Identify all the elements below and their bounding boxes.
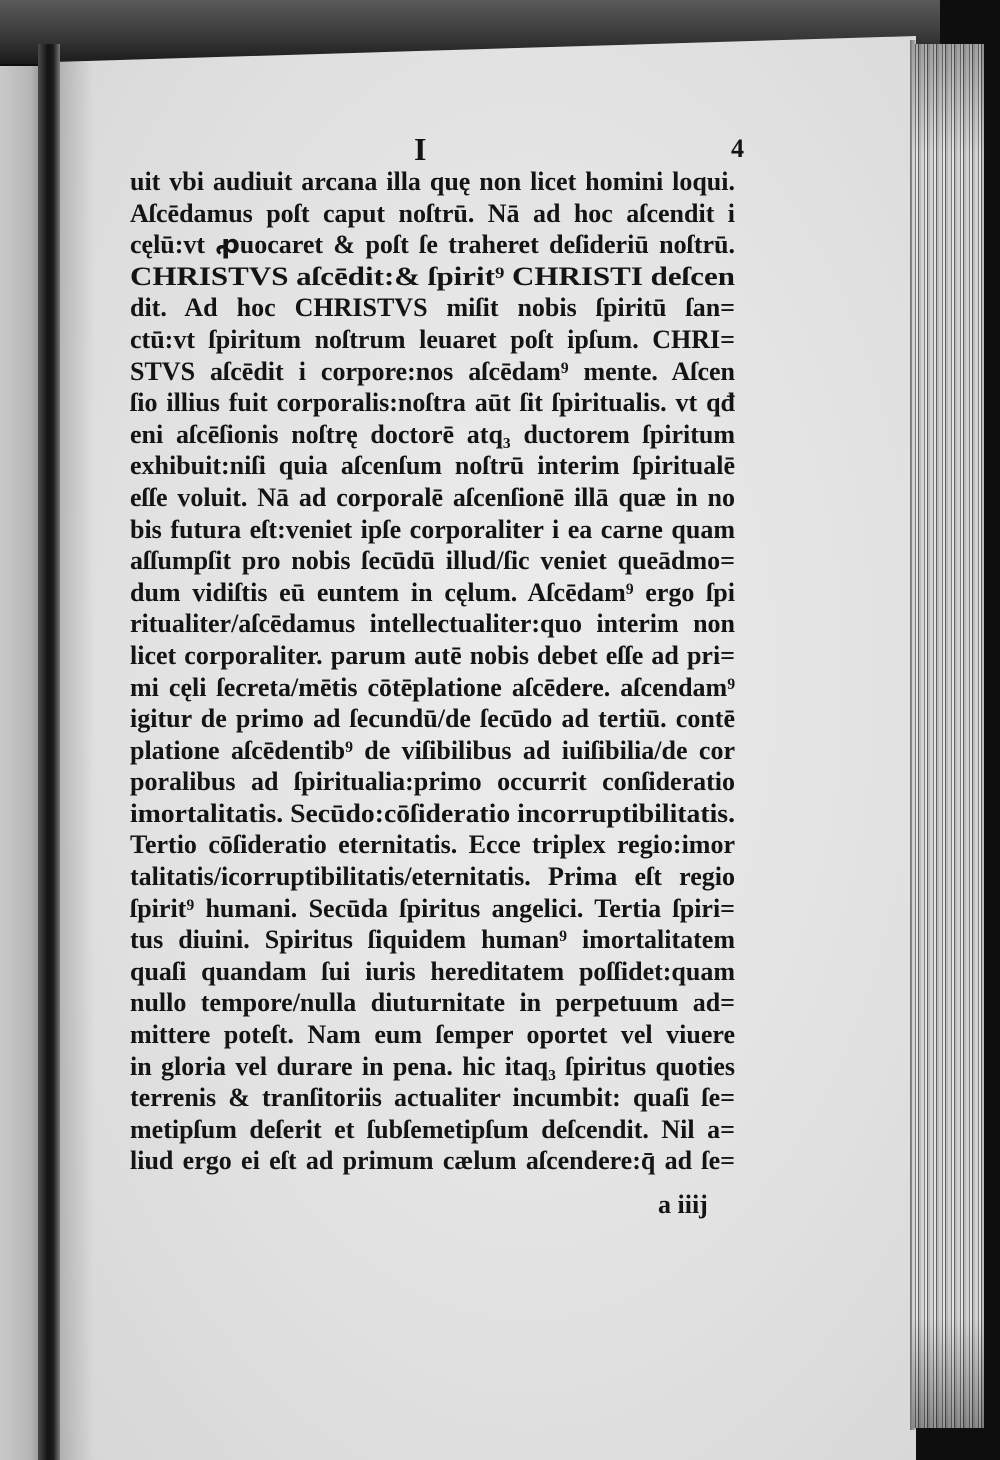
text-line — [130, 766, 740, 798]
text-line — [130, 735, 740, 767]
text-line-content: mi cęli ſecreta/mētis cōtēplatione aſcēdere. aſcendam⁹ — [130, 672, 735, 702]
book-gutter — [38, 44, 60, 1460]
text-line-content: talitatis/icorruptibilitatis/eternitatis. Prima eſt regio — [130, 862, 735, 892]
text-line — [130, 261, 740, 293]
text-line-content: metipſum deſerit et ſubſemetipſum deſcendit. Nil a= — [130, 1114, 735, 1144]
text-line — [130, 1082, 740, 1114]
text-line — [130, 514, 740, 546]
text-line-content: licet corporaliter. parum autē nobis debet eſſe ad pri= — [130, 640, 735, 670]
signature-mark: a iiij — [658, 1190, 708, 1219]
text-line-content: terrenis & tranſitoriis actualiter incumbit: quaſi ſe= — [130, 1083, 735, 1113]
text-line-content: cęlū:vt ꝓuocaret & poſt ſe traheret deſideriū noſtrū. — [130, 230, 735, 260]
text-line — [130, 861, 740, 893]
stacked-page-edges — [912, 44, 984, 1428]
text-line — [130, 987, 740, 1019]
text-line — [130, 1145, 740, 1177]
text-line — [130, 924, 740, 956]
text-line-content: igitur de primo ad ſecundū/de ſecūdo ad tertiū. contē — [130, 704, 735, 734]
text-line — [130, 1051, 740, 1083]
text-line-content: Aſcēdamus poſt caput noſtrū. Nā ad hoc aſcendit i — [130, 198, 735, 228]
text-line-content: poralibus ad ſpiritualia:primo occurrit conſideratio — [130, 767, 735, 797]
text-line — [130, 1114, 740, 1146]
text-line — [130, 893, 740, 925]
text-line-content: STVS aſcēdit i corpore:nos aſcēdam⁹ mente. Aſcen — [130, 356, 735, 386]
text-line — [130, 829, 740, 861]
page-gutter-shadow — [54, 36, 94, 1460]
text-line-content: Tertio cōſideratio eternitatis. Ecce triplex regio:imor — [130, 830, 735, 860]
folio-number: 4 — [731, 134, 744, 163]
text-line — [130, 324, 740, 356]
text-line-content: in gloria vel durare in pena. hic itaq₃ ſpiritus quoties — [130, 1051, 735, 1081]
text-line-content: eſſe voluit. Nā ad corporalē aſcenſionē illā quæ in no — [130, 482, 735, 512]
text-line — [130, 450, 740, 482]
text-line-content: platione aſcēdentib⁹ de viſibilibus ad iuiſibilia/de cor — [130, 735, 735, 765]
text-line — [130, 956, 740, 988]
text-line — [130, 798, 740, 830]
text-line — [130, 672, 740, 704]
text-line-content: exhibuit:niſi quia aſcenſum noſtrū interim ſpiritualē — [130, 451, 735, 481]
text-line — [130, 482, 740, 514]
text-line-content: imortalitatis. Secūdo:cōſideratio incorruptibilitatis. — [130, 798, 735, 828]
text-line — [130, 166, 740, 198]
text-line — [130, 292, 740, 324]
text-line-content: CHRISTVS aſcēdit:& ſpirit⁹ CHRISTI deſcen — [130, 261, 735, 291]
text-line-content: tus diuini. Spiritus ſiquidem human⁹ imortalitatem — [130, 925, 735, 955]
text-line-content: nullo tempore/nulla diuturnitate in perpetuum ad= — [130, 988, 735, 1018]
text-line — [130, 356, 740, 388]
text-line — [130, 703, 740, 735]
text-line-content: uit vbi audiuit arcana illa quę non licet homini loqui. — [130, 167, 735, 196]
text-line-content: bis futura eſt:veniet ipſe corporaliter i ea carne quam — [130, 514, 735, 544]
text-line-content: ſio illius fuit corporalis:noſtra aūt ſit ſpiritualis. vt qđ — [130, 388, 735, 418]
text-line — [130, 229, 740, 261]
text-line-content: mittere poteſt. Nam eum ſemper oportet vel viuere — [130, 1020, 735, 1050]
text-line-content: liud ergo ei eſt ad primum cælum aſcendere:q̄ ad ſe= — [130, 1146, 735, 1176]
text-line — [130, 387, 740, 419]
text-line — [130, 640, 740, 672]
text-line-content: dum vidiſtis eū euntem in cęlum. Aſcēdam⁹ ergo ſpi — [130, 577, 735, 607]
text-line — [130, 577, 740, 609]
text-line-content: eni aſcēſionis noſtrę doctorē atq₃ ductorem ſpiritum — [130, 419, 735, 449]
text-line — [130, 545, 740, 577]
text-line-content: ſpirit⁹ humani. Secūda ſpiritus angelici. Tertia ſpiri= — [130, 893, 735, 923]
text-line-content: ctū:vt ſpiritum noſtrum leuaret poſt ipſum. CHRI= — [130, 324, 735, 354]
text-line-content: aſſumpſit pro nobis ſecūdū illud/ſic veniet queādmo= — [130, 546, 735, 576]
text-line-content: quaſi quandam ſui iuris hereditatem poſſidet:quam — [130, 956, 735, 986]
text-line — [130, 419, 740, 451]
text-line-content: dit. Ad hoc CHRISTVS miſit nobis ſpiritū ſan= — [130, 293, 735, 323]
text-line — [130, 608, 740, 640]
text-line — [130, 198, 740, 230]
body-text-block — [130, 166, 740, 1177]
text-line-content: ritualiter/aſcēdamus intellectualiter:quo interim non — [130, 609, 735, 639]
running-header-left: I — [414, 131, 427, 167]
text-line — [130, 1019, 740, 1051]
